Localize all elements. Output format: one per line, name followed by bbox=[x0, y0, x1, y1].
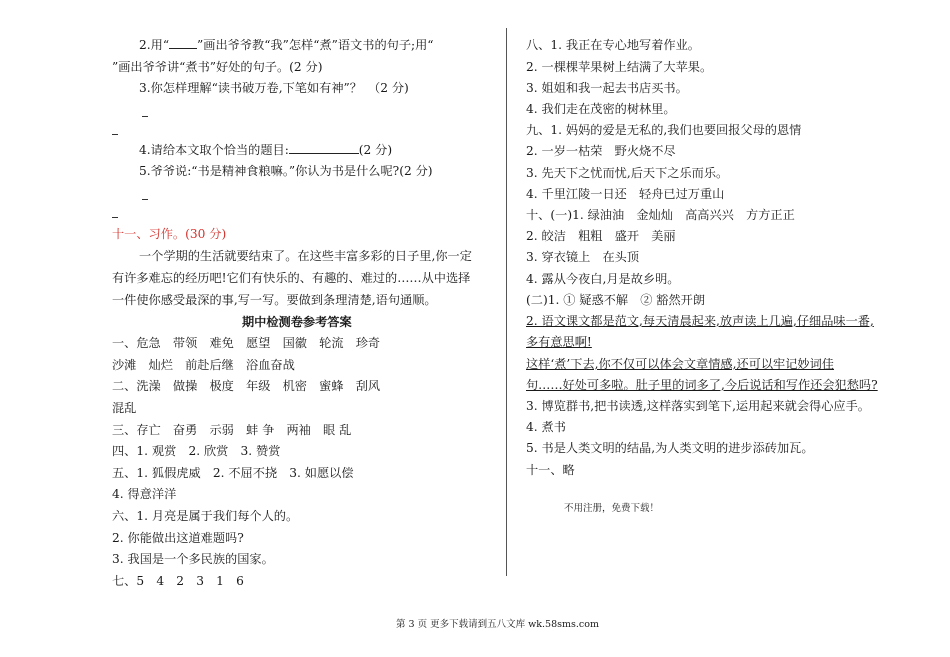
promo-text: 不用注册，免费下载！ bbox=[564, 503, 660, 514]
answer-10-part-2-item-2: 2. 语文课文都是范文,每天清晨起来,放声读上几遍,仔细品味一番, bbox=[526, 314, 874, 328]
answer-4: 四、1. 观赏 2. 欣赏 3. 赞赏 bbox=[112, 444, 281, 458]
question-4: 4.请给本文取个恰当的题目: (2 分) bbox=[139, 143, 393, 157]
title-blank bbox=[289, 142, 359, 154]
answer-9-item-4: 4. 千里江陵一日还 轻舟已过万重山 bbox=[526, 187, 725, 201]
answer-10-part-2-item-2-cont: 多有意思啊! bbox=[526, 335, 592, 349]
question-2: 2.用“ ”画出爷爷教“我”怎样“煮”语文书的句子;用“ bbox=[139, 38, 434, 52]
answer-1: 一、危急 带领 难免 愿望 国徽 轮流 珍奇 bbox=[112, 336, 381, 350]
answer-key-title: 期中检测卷参考答案 bbox=[242, 315, 352, 329]
question-5: 5.爷爷说:“书是精神食粮嘛。”你认为书是什么呢?(2 分) bbox=[139, 164, 433, 178]
answer-dash bbox=[112, 217, 118, 218]
composition-heading: 十一、习作。(30 分) bbox=[112, 227, 227, 241]
answer-3: 三、存亡 奋勇 示弱 蚌 争 两袖 眼 乱 bbox=[112, 423, 352, 437]
answer-8: 八、1. 我正在专心地写着作业。 bbox=[526, 38, 700, 52]
answer-10-item-4: 4. 露从今夜白,月是故乡明。 bbox=[526, 272, 680, 286]
answer-10-item-3: 3. 穿衣镜上 在头顶 bbox=[526, 250, 640, 264]
answer-7: 七、5 4 2 3 1 6 bbox=[112, 574, 244, 588]
blank-line bbox=[169, 37, 197, 49]
composition-text-2: 有许多难忘的经历吧!它们有快乐的、有趣的、难过的……从中选择 bbox=[112, 271, 471, 285]
answer-dash bbox=[142, 199, 148, 200]
answer-10: 十、(一)1. 绿油油 金灿灿 高高兴兴 方方正正 bbox=[526, 208, 795, 222]
question-2-cont: ”画出爷爷讲“煮书”好处的句子。(2 分) bbox=[112, 60, 323, 74]
answer-10-part-2: (二)1. ① 疑惑不解 ② 豁然开朗 bbox=[526, 293, 706, 307]
answer-11: 十一、略 bbox=[526, 463, 575, 477]
answer-6-item-2: 2. 你能做出这道难题吗? bbox=[112, 531, 244, 545]
answer-dash bbox=[142, 116, 148, 117]
answer-2-cont: 混乱 bbox=[112, 401, 137, 415]
answer-9-item-3: 3. 先天下之忧而忧,后天下之乐而乐。 bbox=[526, 166, 729, 180]
answer-1-cont: 沙滩 灿烂 前赴后继 浴血奋战 bbox=[112, 358, 295, 372]
answer-10-part-2-item-3: 3. 博览群书,把书读透,这样落实到笔下,运用起来就会得心应手。 bbox=[526, 399, 870, 413]
answer-10-part-2-item-5: 5. 书是人类文明的结晶,为人类文明的进步添砖加瓦。 bbox=[526, 441, 814, 455]
answer-6-item-3: 3. 我国是一个多民族的国家。 bbox=[112, 552, 274, 566]
composition-text-1: 一个学期的生活就要结束了。在这些丰富多彩的日子里,你一定 bbox=[139, 249, 472, 263]
answer-9-item-2: 2. 一岁一枯荣 野火烧不尽 bbox=[526, 144, 676, 158]
answer-10-part-2-item-4: 4. 煮书 bbox=[526, 420, 566, 434]
page-footer: 第 3 页 更多下载请到五八文库 wk.58sms.com bbox=[396, 619, 599, 630]
answer-10-part-2-item-2-cont-2: 这样‘煮’下去,你不仅可以体会文章情感,还可以牢记妙词佳 bbox=[526, 357, 834, 371]
answer-9: 九、1. 妈妈的爱是无私的,我们也要回报父母的恩情 bbox=[526, 123, 802, 137]
question-3: 3.你怎样理解“读书破万卷,下笔如有神”？ （2 分) bbox=[139, 81, 409, 95]
answer-dash bbox=[112, 134, 118, 135]
answer-5: 五、1. 狐假虎威 2. 不屈不挠 3. 如愿以偿 bbox=[112, 466, 354, 480]
answer-8-item-2: 2. 一棵棵苹果树上结满了大苹果。 bbox=[526, 60, 713, 74]
answer-8-item-3: 3. 姐姐和我一起去书店买书。 bbox=[526, 81, 688, 95]
column-divider bbox=[506, 28, 507, 576]
answer-6: 六、1. 月亮是属于我们每个人的。 bbox=[112, 509, 299, 523]
answer-10-part-2-item-2-cont-3: 句……好处可多啦。肚子里的词多了,今后说话和写作还会犯愁吗? bbox=[526, 378, 878, 392]
answer-2: 二、洗澡 做操 极度 年级 机密 蜜蜂 刮风 bbox=[112, 379, 381, 393]
answer-5-cont: 4. 得意洋洋 bbox=[112, 487, 177, 501]
answer-8-item-4: 4. 我们走在茂密的树林里。 bbox=[526, 102, 676, 116]
answer-10-item-2: 2. 皎洁 粗粗 盛开 美丽 bbox=[526, 229, 676, 243]
composition-text-3: 一件使你感受最深的事,写一写。要做到条理清楚,语句通顺。 bbox=[112, 293, 437, 307]
